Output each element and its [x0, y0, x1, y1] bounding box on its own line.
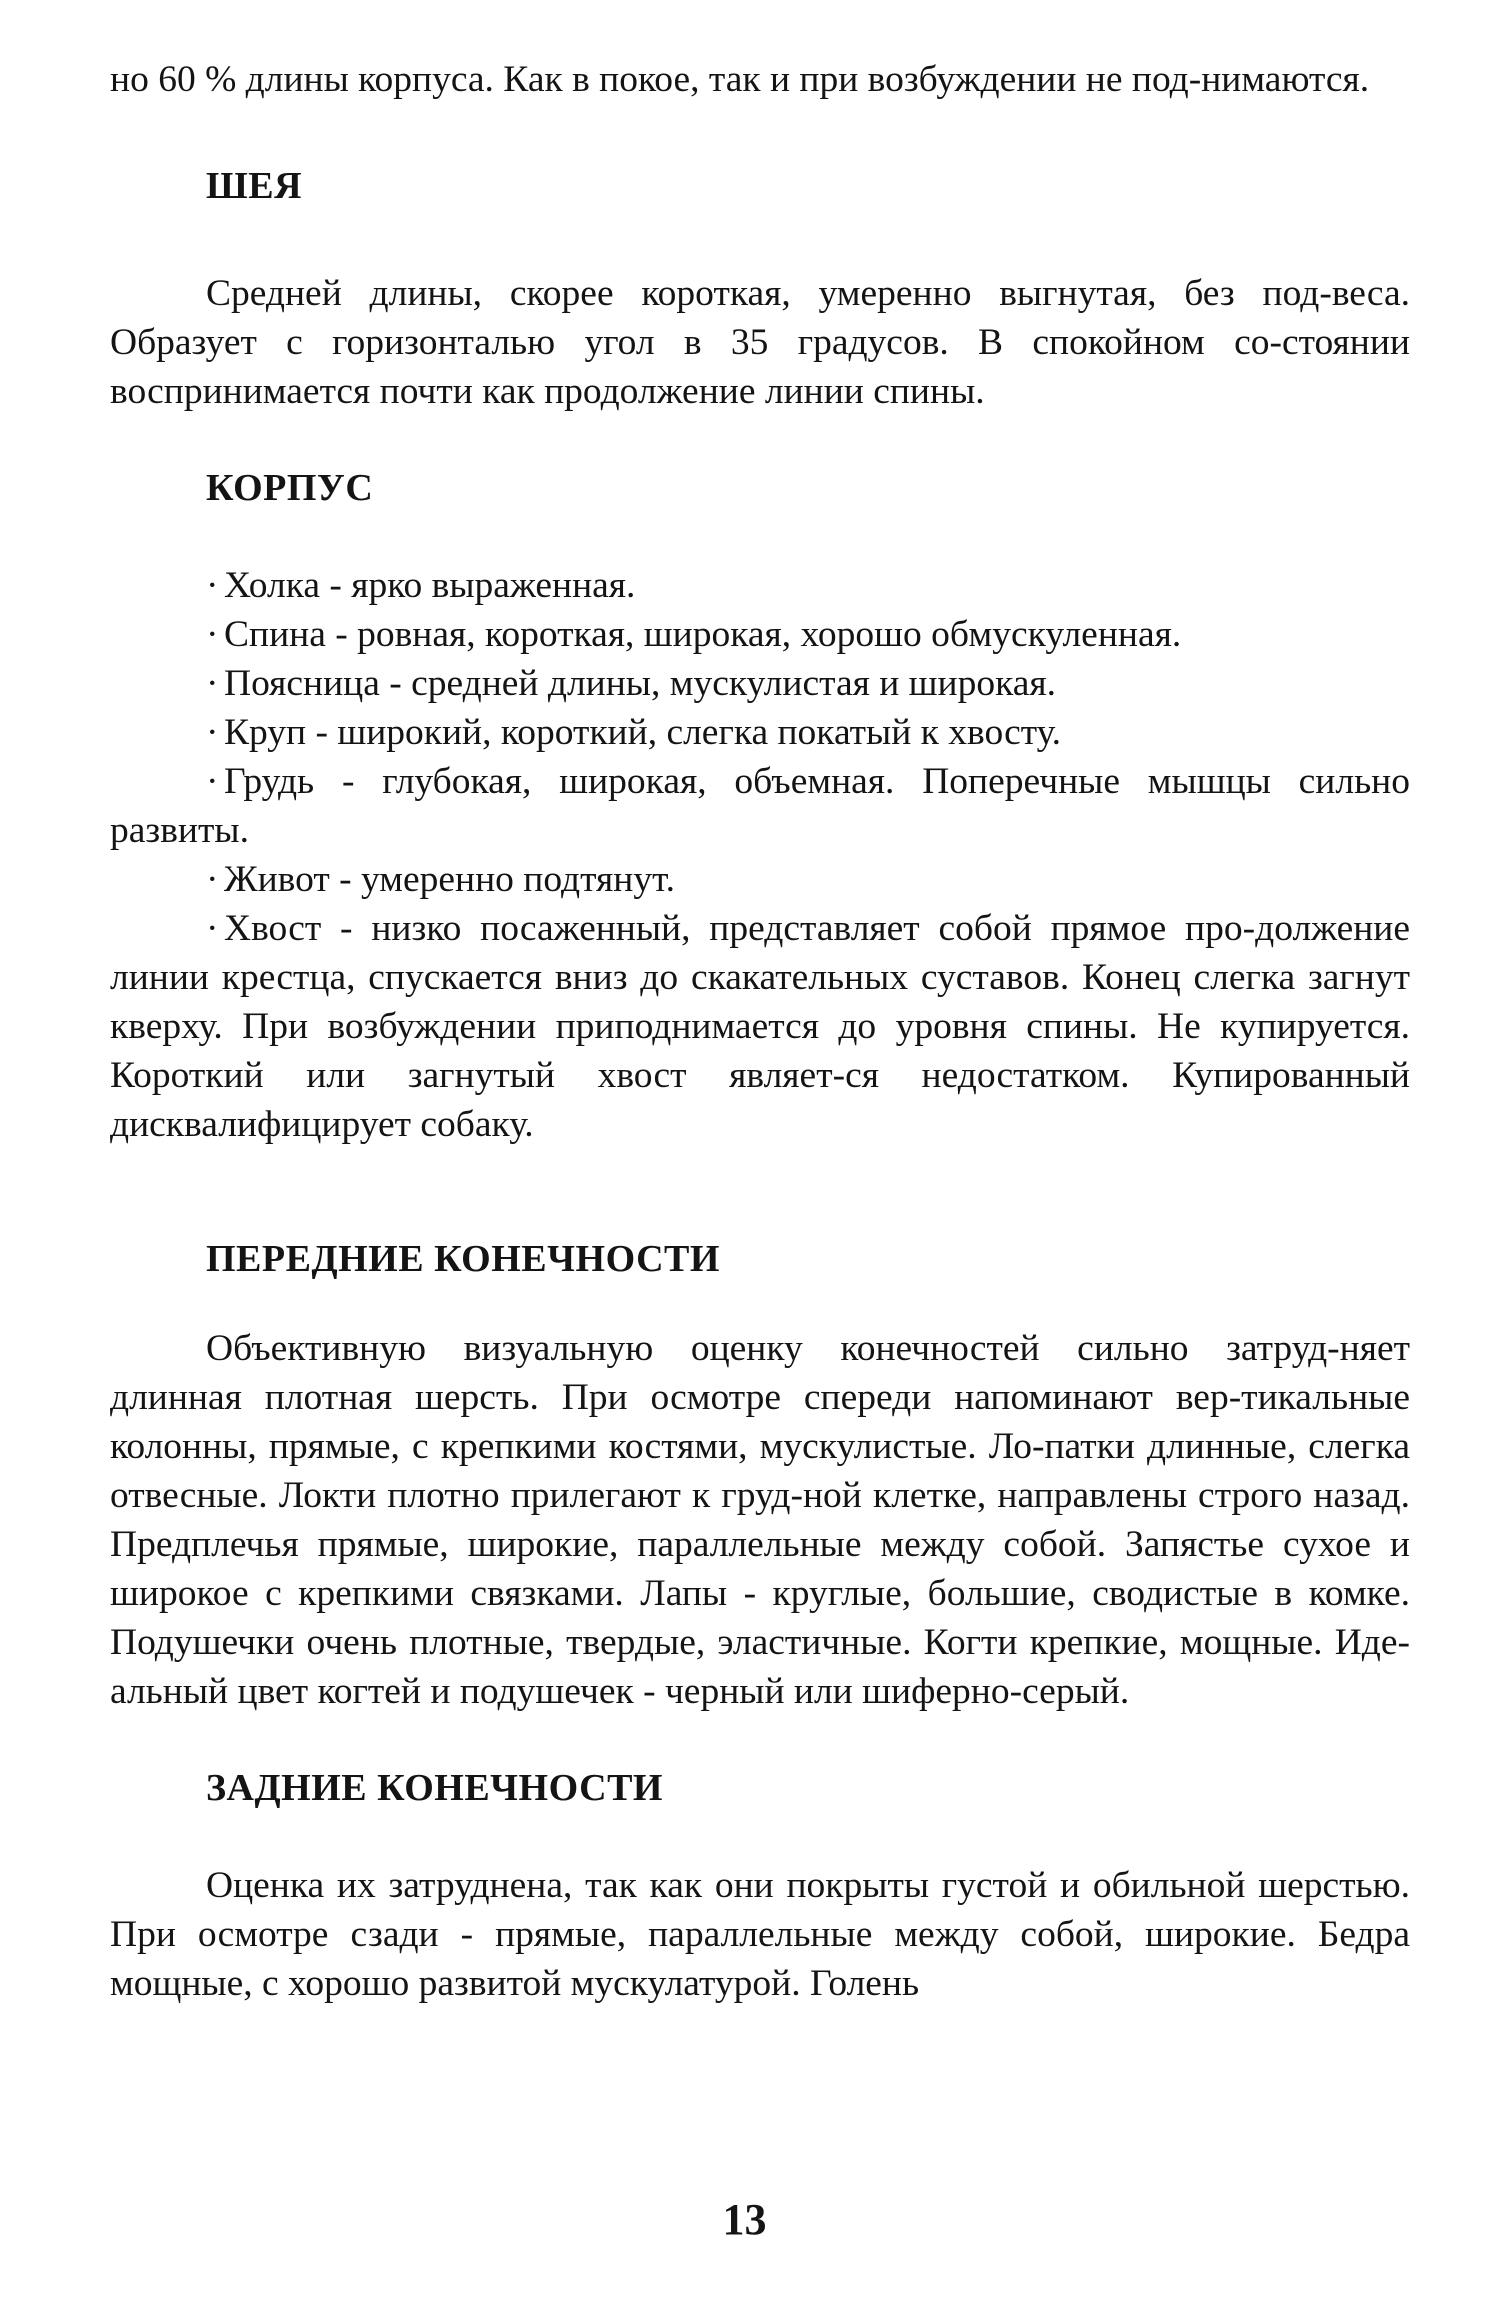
- neck-paragraph: Средней длины, скорее короткая, умеренно выгнутая, без под-веса. Образует с горизонталью угол в 35 градусов. В спокойном со-стоянии воспринимается почти как продолжение линии спины.: [110, 273, 1410, 412]
- bullet: ·: [206, 663, 219, 704]
- hindlimbs-heading: ЗАДНИЕ КОНЕЧНОСТИ: [206, 1767, 663, 1809]
- forelimbs-heading: ПЕРЕДНИЕ КОНЕЧНОСТИ: [206, 1238, 720, 1280]
- bullet: ·: [206, 565, 219, 606]
- list-item: · Живот - умеренно подтянут.: [110, 855, 1410, 904]
- forelimbs-paragraph: Объективную визуальную оценку конечностей сильно затруд-няет длинная плотная шерсть. При осмотре спереди напоминают вер-тикальные колонны, прямые, с крепкими костями, мускулистые. Ло-патки длинные, слегка отвесные. Локти плотно прилегают к груд-ной клетке, направлены строго назад. Предплечья прямые, широкие, параллельные между собой. Запястье сухое и широкое с крепкими связками. Лапы - круглые, большие, сводистые в комке. Подушечки очень плотные, твердые, эластичные. Когти крепкие, мощные. Иде-альный цвет когтей и подушечек - черный или шиферно-серый.: [110, 1328, 1410, 1712]
- list-item: · Круп - широкий, короткий, слегка покатый к хвосту.: [110, 708, 1410, 757]
- bullet: ·: [206, 761, 219, 802]
- hindlimbs-paragraph: Оценка их затруднена, так как они покрыты густой и обильной шерстью. При осмотре сзади - прямые, параллельные между собой, широкие. Бедра мощные, с хорошо развитой мускулатурой. Голень: [110, 1865, 1410, 2004]
- bullet: ·: [206, 859, 219, 900]
- bullet: ·: [206, 712, 219, 753]
- bullet: ·: [206, 614, 219, 655]
- body-features-list: [110, 561, 1410, 1149]
- list-item: · Грудь - глубокая, широкая, объемная. Поперечные мышцы сильно развиты.: [110, 757, 1410, 855]
- list-item: · Поясница - средней длины, мускулистая и широкая.: [110, 659, 1410, 708]
- body-heading: КОРПУС: [206, 467, 374, 509]
- neck-heading: ШЕЯ: [206, 165, 303, 207]
- page-number: 13: [722, 2195, 767, 2244]
- list-item: · Спина - ровная, короткая, широкая, хорошо обмускуленная.: [110, 610, 1410, 659]
- list-item: · Холка - ярко выраженная.: [110, 561, 1410, 610]
- continuation-paragraph: но 60 % длины корпуса. Как в покое, так и при возбуждении не под-нимаются.: [110, 59, 1370, 100]
- bullet: ·: [206, 908, 219, 949]
- book-page: [110, 55, 1410, 2008]
- list-item: · Хвост - низко посаженный, представляет собой прямое про-должение линии крестца, спускается вниз до скакательных суставов. Конец слегка загнут кверху. При возбуждении приподнимается до уровня спины. Не купируется. Короткий или загнутый хвост являет-ся недостатком. Купированный дисквалифицирует собаку.: [110, 904, 1410, 1149]
